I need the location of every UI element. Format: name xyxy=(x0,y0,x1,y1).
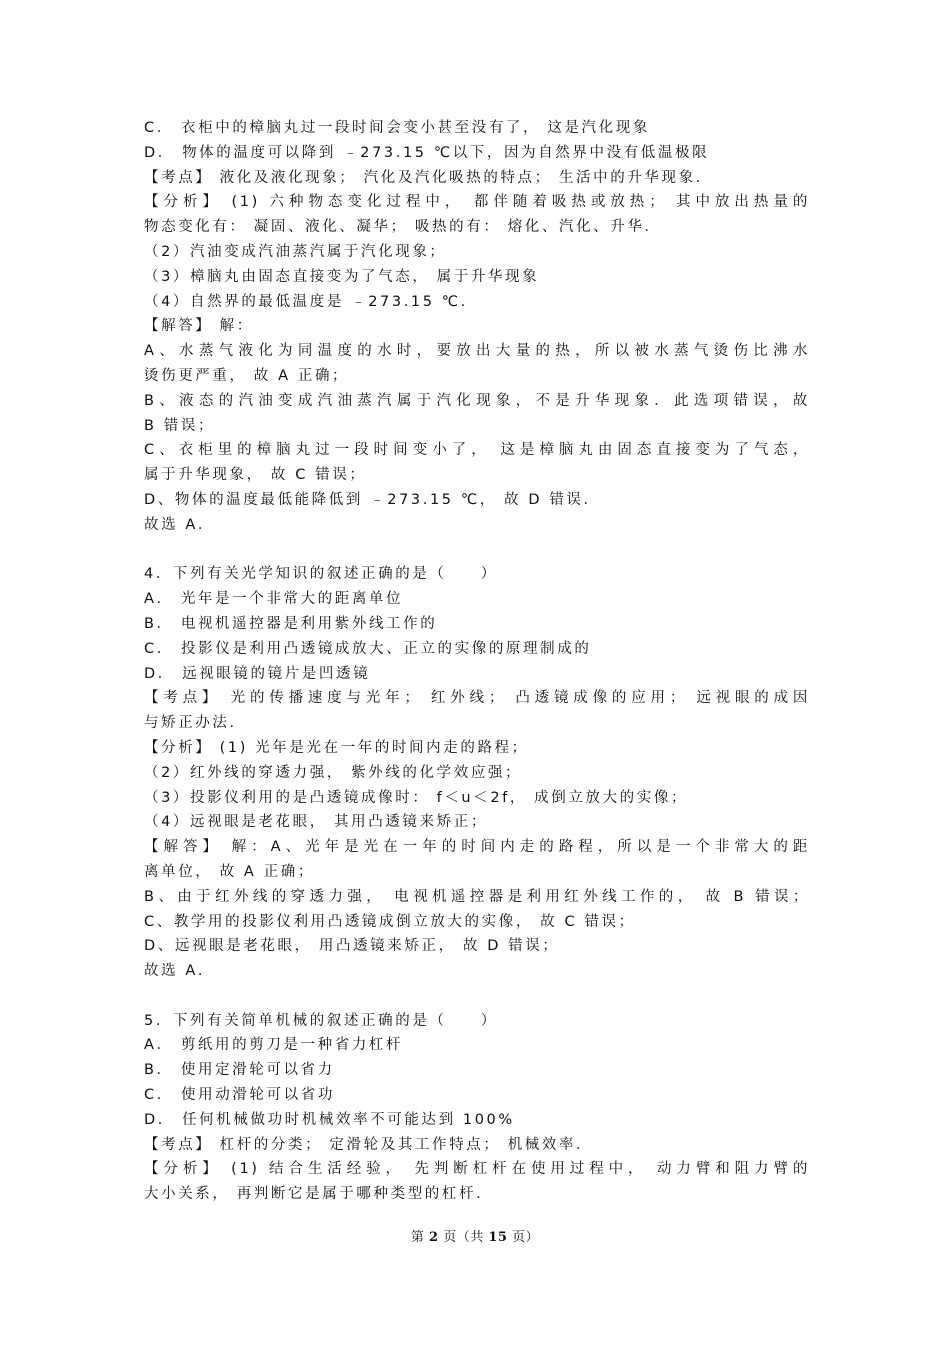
q4-jieda-line-4: C、教学用的投影仪利用凸透镜成倒立放大的实像， 故 C 错误； xyxy=(144,913,636,930)
q4-fenxi-line-3: （3）投影仪利用的是凸透镜成像时： f＜u＜2f， 成倒立放大的实像； xyxy=(144,789,689,806)
q3-jieda-line-3: B、液态的汽油变成汽油蒸汽属于汽化现象，不是升华现象．此选项错误，故 xyxy=(144,392,810,409)
q4-option-b: B． 电视机遥控器是利用紫外线工作的 xyxy=(144,615,438,632)
q5-option-b: B． 使用定滑轮可以省力 xyxy=(144,1062,335,1079)
q4-fenxi-line-1: 【分析】 (1) 光年是光在一年的时间内走的路程； xyxy=(144,739,529,756)
q5-option-d: D． 任何机械做功时机械效率不可能达到 100% xyxy=(144,1111,515,1128)
q3-jieda-line-5: C、衣柜里的樟脑丸过一段时间变小了， 这是樟脑丸由固态直接变为了气态， xyxy=(144,442,810,459)
q3-jieda-line-2: 烫伤更严重， 故 A 正确； xyxy=(144,367,350,384)
q3-jieda-line-1: A、水蒸气液化为同温度的水时，要放出大量的热，所以被水蒸气烫伤比沸水 xyxy=(144,343,810,360)
q3-option-d: D． 物体的温度可以降到 ﹣273.15 ℃以下，因为自然界中没有低温极限 xyxy=(144,144,710,161)
q4-stem: 4．下列有关光学知识的叙述正确的是（ ） xyxy=(144,566,498,583)
spacer xyxy=(144,538,810,563)
q4-answer: 故选 A． xyxy=(144,963,216,980)
q5-stem: 5．下列有关简单机械的叙述正确的是（ ） xyxy=(144,1012,498,1029)
q5-fenxi-line-2: 大小关系， 再判断它是属于哪种类型的杠杆． xyxy=(144,1186,494,1203)
footer-total-pages: 15 xyxy=(488,1230,508,1245)
spacer xyxy=(144,984,810,1009)
q3-jieda-line-6: 属于升华现象， 故 C 错误； xyxy=(144,467,367,484)
footer-prefix: 第 xyxy=(410,1230,430,1245)
q5-kaodian: 【考点】 杠杆的分类； 定滑轮及其工作特点； 机械效率． xyxy=(144,1136,594,1153)
q3-jieda-line-4: B 错误； xyxy=(144,417,216,434)
q3-fenxi-line-1: 【分析】 (1) 六种物态变化过程中， 都伴随着吸热或放热； 其中放出热量的 xyxy=(144,194,810,211)
footer-middle: 页（共 xyxy=(438,1230,489,1245)
footer-page-number: 2 xyxy=(429,1230,439,1245)
q4-option-d: D． 远视眼镜的镜片是凹透镜 xyxy=(144,665,371,682)
q3-jieda-heading: 【解答】 解： xyxy=(144,318,254,335)
q4-jieda-line-3: B、由于红外线的穿透力强， 电视机遥控器是利用红外线工作的， 故 B 错误； xyxy=(144,888,810,905)
q3-fenxi-line-3: （2）汽油变成汽油蒸汽属于汽化现象； xyxy=(144,243,447,260)
q3-jieda-line-7: D、物体的温度最低能降低到 ﹣273.15 ℃， 故 D 错误． xyxy=(144,491,601,508)
q5-fenxi-line-1: 【分析】 (1) 结合生活经验， 先判断杠杆在使用过程中， 动力臂和阻力臂的 xyxy=(144,1161,810,1178)
q3-fenxi-line-4: （3）樟脑丸由固态直接变为了气态， 属于升华现象 xyxy=(144,268,540,285)
q4-jieda-line-1: 【解答】 解：A、光年是光在一年的时间内走的路程，所以是一个非常大的距 xyxy=(144,839,810,856)
q3-answer: 故选 A． xyxy=(144,516,216,533)
q3-fenxi-line-2: 物态变化有： 凝固、液化、凝华； 吸热的有： 熔化、汽化、升华． xyxy=(144,219,662,236)
q3-fenxi-line-5: （4）自然界的最低温度是 ﹣273.15 ℃. xyxy=(144,293,468,310)
page-footer xyxy=(0,1226,950,1245)
q5-option-c: C． 使用动滑轮可以省功 xyxy=(144,1087,335,1104)
q5-option-a: A． 剪纸用的剪刀是一种省力杠杆 xyxy=(144,1037,404,1054)
q4-kaodian-line-1: 【考点】 光的传播速度与光年； 红外线； 凸透镜成像的应用； 远视眼的成因 xyxy=(144,690,810,707)
page-content xyxy=(144,116,810,1207)
q3-kaodian: 【考点】 液化及液化现象； 汽化及汽化吸热的特点； 生活中的升华现象． xyxy=(144,169,713,186)
q4-jieda-line-2: 离单位， 故 A 正确； xyxy=(144,863,315,880)
q4-fenxi-line-2: （2）红外线的穿透力强， 紫外线的化学效应强； xyxy=(144,764,523,781)
q4-kaodian-line-2: 与矫正办法． xyxy=(144,715,247,732)
q4-jieda-line-5: D、远视眼是老花眼， 用凸透镜来矫正， 故 D 错误； xyxy=(144,938,560,955)
q3-option-c: C． 衣柜中的樟脑丸过一段时间会变小甚至没有了， 这是汽化现象 xyxy=(144,120,650,136)
q4-option-a: A． 光年是一个非常大的距离单位 xyxy=(144,591,404,608)
q4-fenxi-line-4: （4）远视眼是老花眼， 其用凸透镜来矫正； xyxy=(144,814,488,831)
q4-option-c: C． 投影仪是利用凸透镜成放大、正立的实像的原理制成的 xyxy=(144,640,592,657)
footer-suffix: 页） xyxy=(507,1230,540,1245)
